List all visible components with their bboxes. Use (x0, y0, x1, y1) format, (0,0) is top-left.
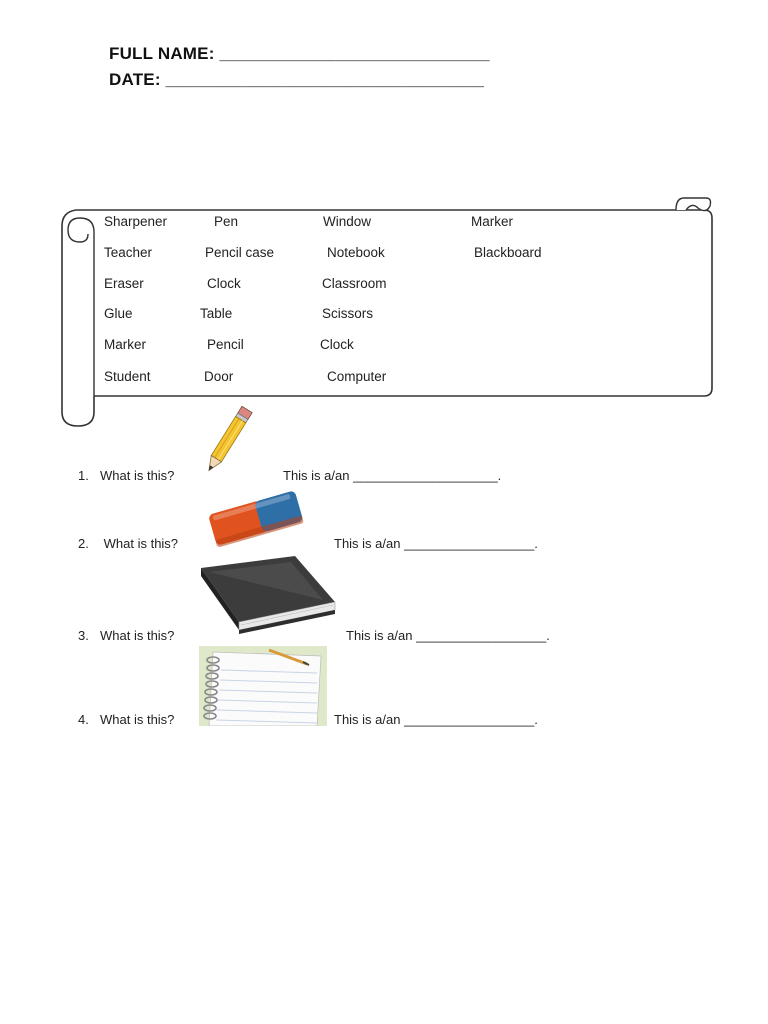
word-bank-item: Clock (207, 276, 241, 291)
word-bank-item: Marker (471, 214, 514, 229)
word-bank-item: Sharpener (104, 214, 168, 229)
full-name-line: FULL NAME: ____________________________ (109, 44, 490, 63)
answer-2: This is a/an __________________. (334, 536, 538, 551)
word-bank-item: Marker (104, 337, 147, 352)
notebook-icon (199, 646, 327, 726)
word-bank-item: Window (323, 214, 372, 229)
question-3: 3. What is this? (78, 628, 175, 643)
answer-3: This is a/an __________________. (346, 628, 550, 643)
word-bank-item: Pencil case (205, 245, 275, 260)
word-bank-item: Glue (104, 306, 133, 321)
word-bank-item: Notebook (327, 245, 385, 260)
question-4: 4. What is this? (78, 712, 175, 727)
answer-4: This is a/an __________________. (334, 712, 538, 727)
book-icon (199, 554, 339, 640)
word-bank-item: Clock (320, 337, 354, 352)
word-bank-item: Teacher (104, 245, 153, 260)
word-bank-item: Pencil (207, 337, 244, 352)
word-bank-item: Table (200, 306, 233, 321)
date-line: DATE: _________________________________ (109, 70, 485, 89)
question-1: 1. What is this? (78, 468, 175, 483)
word-bank-item: Blackboard (474, 245, 542, 260)
word-bank-item: Pen (214, 214, 239, 229)
pencil-icon (198, 400, 258, 480)
word-bank-item: Computer (327, 369, 387, 384)
word-bank-item: Student (104, 369, 151, 384)
answer-1: This is a/an ____________________. (283, 468, 502, 483)
eraser-icon (203, 488, 309, 550)
word-bank-item: Classroom (322, 276, 387, 291)
word-bank-item: Scissors (322, 306, 374, 321)
question-2: 2. What is this? (78, 536, 179, 551)
word-bank-item: Door (204, 369, 234, 384)
word-bank-item: Eraser (104, 276, 144, 291)
